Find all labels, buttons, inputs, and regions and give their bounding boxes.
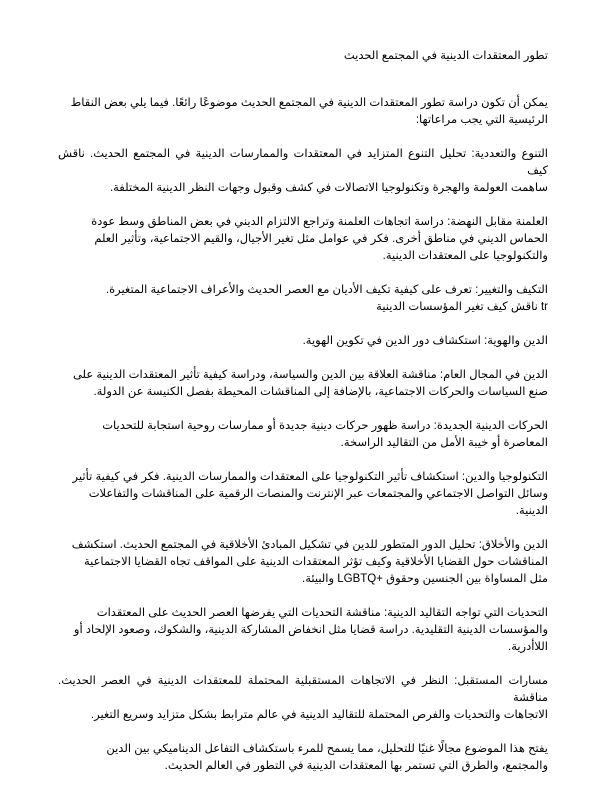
paragraph-line: الدينية. [515,505,548,517]
paragraph-line: يمكن أن تكون دراسة تطور المعتقدات الدينية في المجتمع الحديث موضوعًا رائعًا. فيما يلي بعض النقاط [70,97,548,109]
paragraph-line: الحماس الديني في مناطق أخرى. فكر في عوامل مثل تغير الأجيال، والقيم الاجتماعية، وتأثير العلم [94,233,548,245]
paragraph [58,605,548,656]
paragraph-line: المعاصرة أو خيبة الأمل من التقاليد الراسخة. [340,437,548,449]
paragraph-line: والتكنولوجيا على المعتقدات الدينية. [382,250,548,262]
document-body [58,95,548,775]
paragraph-line: المناقشات حول القضايا الأخلاقية وكيف تؤثر المعتقدات الدينية على المواقف تجاه القضايا الاجتماعية [83,556,548,568]
paragraph [58,741,548,775]
paragraph-line: التكيف والتغيير: تعرف على كيفية تكيف الأديان مع العصر الحديث والأعراف الاجتماعية المتغيرة. [105,284,548,296]
paragraph-line: ساهمت العولمة والهجرة وتكنولوجيا الاتصالات في كشف وقبول وجهات النظر الدينية المختلفة. [109,182,548,194]
paragraph-line: صنع السياسات والحركات الاجتماعية، بالإضافة إلى المناقشات المحيطة بفصل الكنيسة عن الدولة. [93,386,548,398]
paragraph [58,282,548,316]
paragraph-line: الاتجاهات والتحديات والفرص المحتملة للتقاليد الدينية في عالم مترابط بشكل متزايد وسريع التغير. [90,709,548,721]
paragraph-line: والمؤسسات الدينية التقليدية. دراسة قضايا مثل انخفاض المشاركة الدينية، والشكوك، وصعود الإلحاد أو [73,624,548,636]
paragraph-line: وسائل التواصل الاجتماعي والمجتمعات عبر الإنترنت والمنصات الرقمية على المناقشات والتفاعلات [88,488,548,500]
paragraph-line: مسارات المستقبل: النظر في الاتجاهات المستقبلية المحتملة للمعتقدات الدينية في العصر الحديث. مناقشة [58,675,548,704]
paragraph [58,95,548,129]
paragraph [58,469,548,520]
paragraph [58,214,548,265]
paragraph-line: التحديات التي تواجه التقاليد الدينية: مناقشة التحديات التي يفرضها العصر الحديث على المعتقدات [96,607,548,619]
paragraph [58,537,548,588]
paragraph [58,367,548,401]
paragraph-line: يفتح هذا الموضوع مجالًا غنيًا للتحليل، مما يسمح للمرء باستكشاف التفاعل الديناميكي بين الدين [106,743,548,755]
paragraph-line: الدين والأخلاق: تحليل الدور المتطور للدين في تشكيل المبادئ الأخلاقية في المجتمع الحديث. استكشف [71,539,548,551]
paragraph-line: الرئيسية التي يجب مراعاتها: [415,114,548,126]
paragraph-line: العلمنة مقابل النهضة: دراسة اتجاهات العلمنة وتراجع الالتزام الديني في بعض المناطق وسط عودة [91,216,548,228]
paragraph [58,673,548,724]
paragraph-line: الدين والهوية: استكشاف دور الدين في تكوين الهوية. [302,335,548,347]
paragraph-line: الحركات الدينية الجديدة: دراسة ظهور حركات دينية جديدة أو ممارسات روحية استجابة للتحديات [102,420,548,432]
paragraph-line: والمجتمع، والطرق التي تستمر بها المعتقدات الدينية في التطور في العالم الحديث. [164,760,548,772]
paragraph [58,418,548,452]
paragraph [58,333,548,350]
document-title: تطور المعتقدات الدينية في المجتمع الحديث [343,50,548,62]
paragraph-line: tr ناقش كيف تغير المؤسسات الدينية [376,301,548,313]
paragraph [58,146,548,197]
paragraph-line: اللاأدرية. [508,641,548,653]
paragraph-line: الدين في المجال العام: مناقشة العلاقة بين الدين والسياسة، ودراسة كيفية تأثير المعتقدات الدينية على [72,369,548,381]
paragraph-line: التكنولوجيا والدين: استكشاف تأثير التكنولوجيا على المعتقدات والممارسات الدينية. فكر في كيفية تأثير [72,471,548,483]
paragraph-line: التنوع والتعددية: تحليل التنوع المتزايد في المعتقدات والممارسات الدينية في المجتمع الحديث. ناقش كيف [58,148,548,177]
paragraph-line: مثل المساواة بين الجنسين وحقوق +LGBTQ والبيئة. [302,573,548,585]
